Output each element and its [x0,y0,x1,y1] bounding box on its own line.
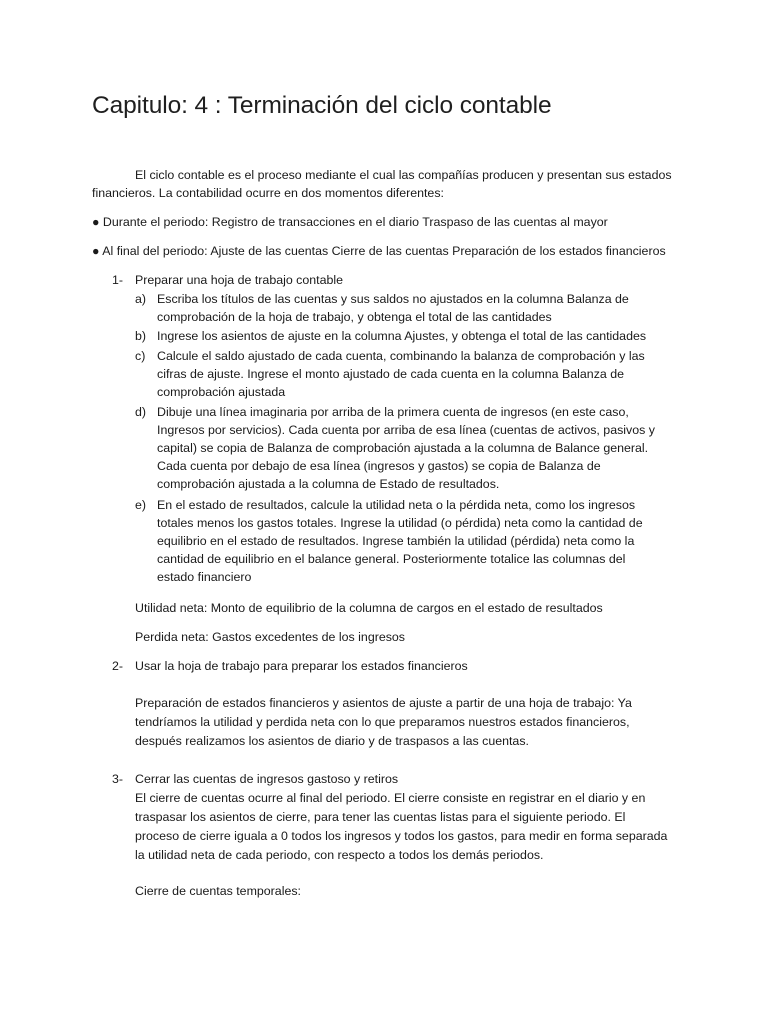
page-title: Capitulo: 4 : Terminación del ciclo contable [92,92,552,119]
item-a-line-1: Escriba los títulos de las cuentas y sus saldos no ajustados en la columna Balanza de [157,292,629,306]
item-c-line-2: cifras de ajuste. Ingrese el monto ajustado de cada cuenta en la columna Balanza de [157,367,625,381]
item-d-line-1: Dibuje una línea imaginaria por arriba de la primera cuenta de ingresos (en este caso, [157,405,629,419]
step-2-line-2: tendríamos la utilidad y perdida neta con lo que preparamos nuestros estados financieros, [135,715,630,729]
item-d-line-4: Cada cuenta por debajo de esa línea (ingresos y gastos) se copia de Balanza de [157,459,601,473]
item-e-line-5: estado financiero [157,570,252,584]
bullet-end-period: ● Al final del periodo: Ajuste de las cuentas Cierre de las cuentas Preparación de los estados financieros [92,244,666,258]
step-3-heading: Cerrar las cuentas de ingresos gastoso y retiros [135,772,399,786]
step-1-number: 1- [112,273,124,287]
intro-line-2: financieros. La contabilidad ocurre en dos momentos diferentes: [92,186,444,200]
item-d-letter: d) [135,405,147,419]
step-3-line-3: proceso de cierre iguala a 0 todos los ingresos y todos los gastos, para medir en forma separada [135,829,668,843]
step-2-line-1: Preparación de estados financieros y asientos de ajuste a partir de una hoja de trabajo: Ya [135,696,632,710]
item-e-line-1: En el estado de resultados, calcule la utilidad neta o la pérdida neta, como los ingresos [157,498,636,512]
step-3-number: 3- [112,772,124,786]
intro-line-1: El ciclo contable es el proceso mediante el cual las compañías producen y presentan sus estados [135,168,672,182]
item-e-line-2: totales menos los gastos totales. Ingrese la utilidad (o pérdida) neta como la cantidad de [157,516,643,530]
step-3-line-4: la utilidad neta de cada periodo, con respecto a todos los demás periodos. [135,848,544,862]
step-3-line-2: traspasar los asientos de cierre, para tener las cuentas listas para el siguiente periodo. El [135,810,626,824]
utilidad-neta-definition: Utilidad neta: Monto de equilibrio de la columna de cargos en el estado de resultados [135,601,603,615]
bullet-during-period: ● Durante el periodo: Registro de transacciones en el diario Traspaso de las cuentas al mayor [92,215,608,229]
step-1-heading: Preparar una hoja de trabajo contable [135,273,344,287]
item-d-line-5: comprobación ajustada a la columna de Estado de resultados. [157,477,500,491]
item-b-letter: b) [135,329,147,343]
item-a-letter: a) [135,292,147,306]
item-e-letter: e) [135,498,147,512]
item-a-line-2: comprobación de la hoja de trabajo, y obtenga el total de las cantidades [157,310,552,324]
step-2-number: 2- [112,659,124,673]
perdida-neta-definition: Perdida neta: Gastos excedentes de los ingresos [135,630,406,644]
item-c-line-1: Calcule el saldo ajustado de cada cuenta, combinando la balanza de comprobación y las [157,349,645,363]
item-c-letter: c) [135,349,146,363]
item-b-line-1: Ingrese los asientos de ajuste en la columna Ajustes, y obtenga el total de las cantidades [157,329,647,343]
item-c-line-3: comprobación ajustada [157,385,286,399]
step-3-line-1: El cierre de cuentas ocurre al final del periodo. El cierre consiste en registrar en el diario y en [135,791,646,805]
item-d-line-3: capital) se copia de Balanza de comprobación ajustada a la columna de Balance general. [157,441,649,455]
item-d-line-2: Ingresos por servicios). Cada cuenta por arriba de esa línea (cuentas de activos, pasivos y [157,423,655,437]
step-2-line-3: después realizamos los asientos de diario y de traspasos a las cuentas. [135,734,529,748]
step-3-subheading: Cierre de cuentas temporales: [135,884,301,898]
item-e-line-4: cantidad de equilibrio en el balance general. Posteriormente totalice las columnas del [157,552,626,566]
item-e-line-3: equilibrio en el estado de resultados. Ingrese también la utilidad (pérdida) neta como la [157,534,635,548]
step-2-heading: Usar la hoja de trabajo para preparar los estados financieros [135,659,468,673]
